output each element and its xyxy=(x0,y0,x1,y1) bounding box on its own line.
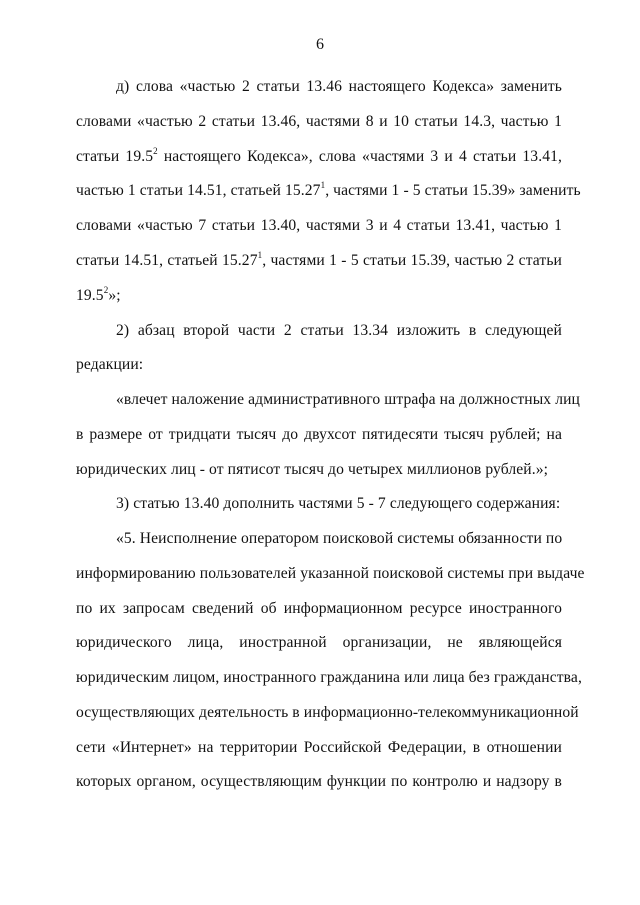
text-line: юридических лиц - от пятисот тысяч до четырех миллионов рублей.»; xyxy=(76,461,549,478)
text-line: по их запросам сведений об информационном ресурсе иностранного xyxy=(76,600,562,617)
page-number: 6 xyxy=(316,36,324,53)
text-line: которых органом, осуществляющим функции по контролю и надзору в xyxy=(76,773,562,790)
text-line: 2) абзац второй части 2 статьи 13.34 изложить в следующей xyxy=(116,322,562,339)
text-line: 19.5$^2$»; xyxy=(76,284,121,304)
text-line: статьи 14.51, статьей 15.27$^1$, частями 1 - 5 статьи 15.39, частью 2 статьи xyxy=(76,249,562,269)
text-line: юридическим лицом, иностранного гражданина или лица без гражданства, xyxy=(76,669,582,686)
text-line: «влечет наложение административного штрафа на должностных лиц xyxy=(116,391,580,408)
text-line: «5. Неисполнение оператором поисковой системы обязанности по xyxy=(116,530,563,547)
text-line: юридического лица, иностранной организации, не являющейся xyxy=(76,634,562,651)
text-line: 3) статью 13.40 дополнить частями 5 - 7 следующего содержания: xyxy=(116,495,561,512)
text-line: сети «Интернет» на территории Российской Федерации, в отношении xyxy=(76,739,562,756)
text-line: осуществляющих деятельность в информационно-телекоммуникационной xyxy=(76,704,579,721)
text-line: словами «частью 7 статьи 13.40, частями 3 и 4 статьи 13.41, частью 1 xyxy=(76,217,562,234)
text-line: д) слова «частью 2 статьи 13.46 настоящего Кодекса» заменить xyxy=(116,78,562,95)
text-line: словами «частью 2 статьи 13.46, частями 8 и 10 статьи 14.3, частью 1 xyxy=(76,113,562,130)
text-line: статьи 19.5$^2$ настоящего Кодекса», слова «частями 3 и 4 статьи 13.41, xyxy=(76,145,562,165)
text-line: в размере от тридцати тысяч до двухсот пятидесяти тысяч рублей; на xyxy=(76,426,562,443)
text-line: информированию пользователей указанной поисковой системы при выдаче xyxy=(76,565,585,582)
text-line: частью 1 статьи 14.51, статьей 15.27$^1$, частями 1 - 5 статьи 15.39» заменить xyxy=(76,179,581,199)
text-line: редакции: xyxy=(76,356,144,373)
